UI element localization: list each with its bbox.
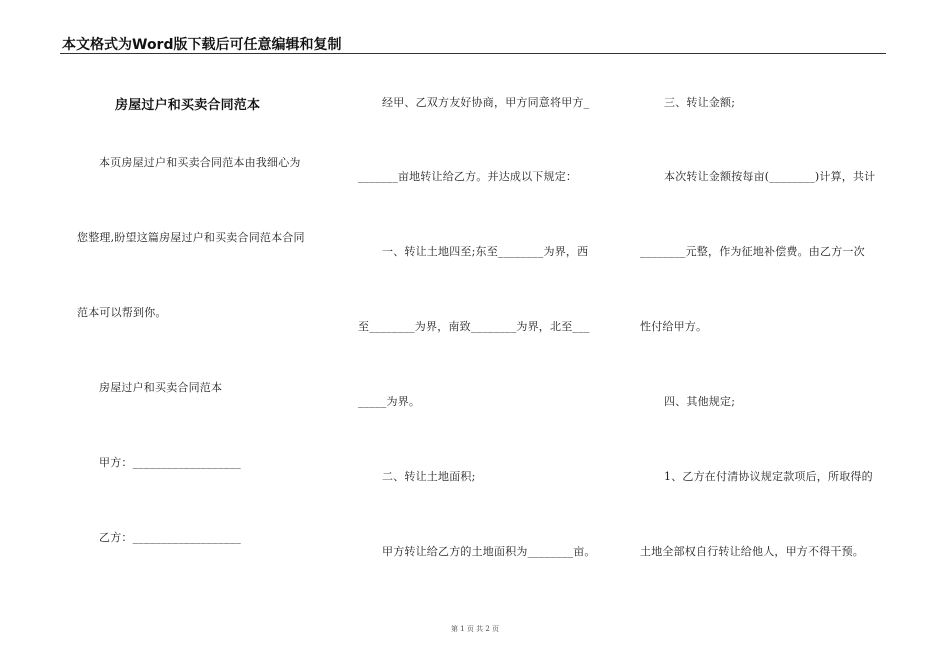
section-heading: 二、转让土地面积; [382,470,476,483]
document-title: 房屋过户和买卖合同范本 [115,98,261,113]
paragraph-line: 土地全部权自行转让给他人，甲方不得干预。 [640,545,864,558]
paragraph-line: _____为界。 [358,395,421,408]
paragraph-line: 甲方转让给乙方的土地面积为________亩。 [382,545,596,558]
paragraph-line: 您整理,盼望这篇房屋过户和买卖合同范本合同 [77,231,305,244]
paragraph-line: 房屋过户和买卖合同范本 [99,381,223,394]
column-1 [75,0,325,672]
paragraph-line: 本页房屋过户和买卖合同范本由我细心为 [99,156,301,169]
section-heading: 三、转让金额; [664,96,736,109]
paragraph-line: _______亩地转让给乙方。并达成以下规定： [358,170,578,183]
paragraph-line: 一、转让土地四至;东至________为界，西 [382,245,589,258]
paragraph-line: 性付给甲方。 [640,320,708,333]
column-3 [638,0,888,672]
paragraph-line: ________元整，作为征地补偿费。由乙方一次 [640,245,865,258]
paragraph-line: 至________为界，南致________为界，北至___ [358,320,590,333]
page-number-footer: 第 1 页 共 2 页 [450,625,500,633]
section-heading: 四、其他规定; [664,395,736,408]
paragraph-line: 1、乙方在付清协议规定款项后，所取得的 [664,470,873,483]
header-title: 本文格式为Word版下载后可任意编辑和复制 [62,37,342,53]
party-b-line: 乙方：___________________ [99,531,241,544]
paragraph-line: 经甲、乙双方友好协商，甲方同意将甲方_ [382,96,590,109]
party-a-line: 甲方：___________________ [99,456,241,469]
paragraph-line: 本次转让金额按每亩(________)计算，共计 [664,170,876,183]
paragraph-line: 范本可以帮到你。 [77,306,167,319]
column-2 [356,0,616,672]
